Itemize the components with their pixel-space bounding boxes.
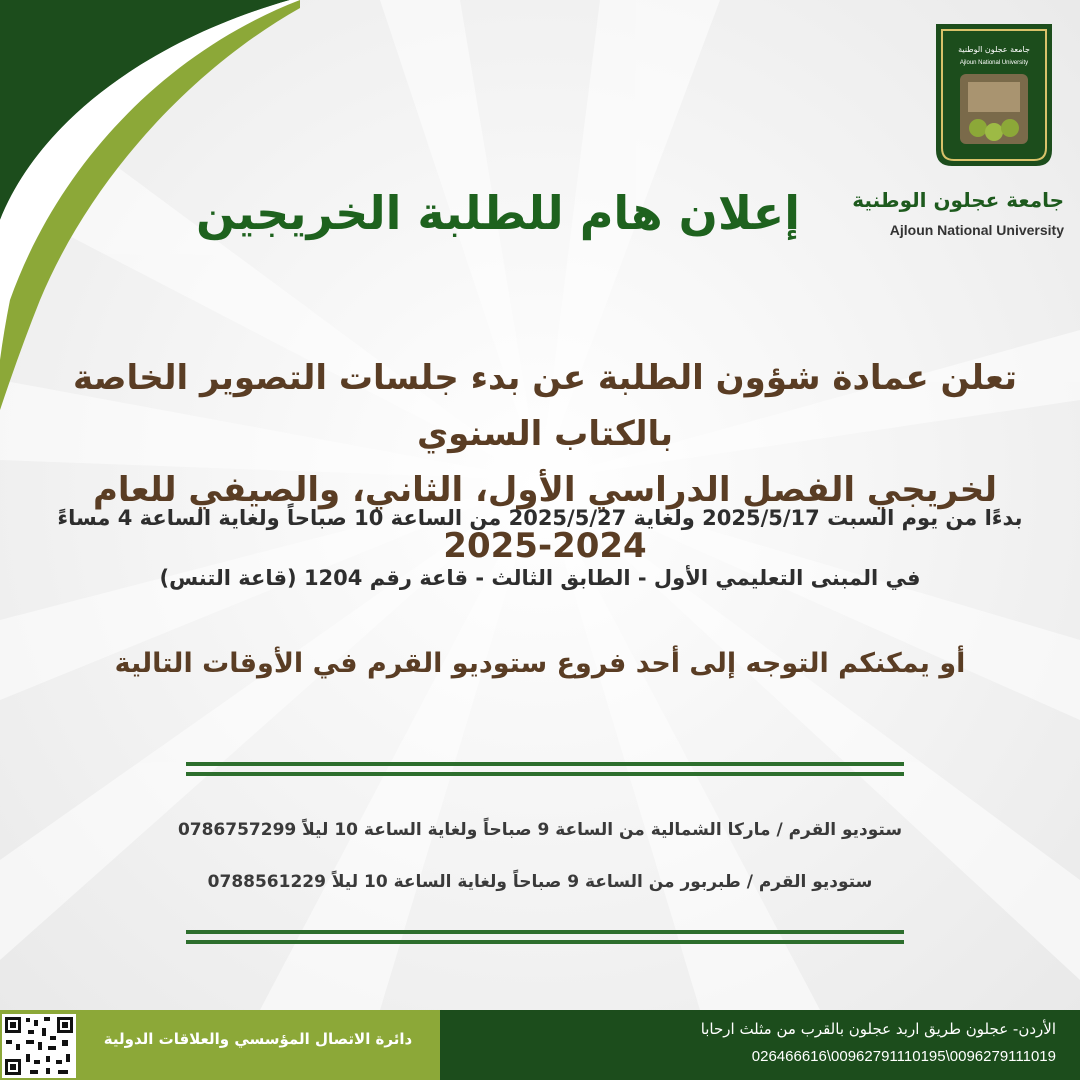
intro-line-1: تعلن عمادة شؤون الطلبة عن بدء جلسات التصوير الخاصة بالكتاب السنوي (73, 358, 1017, 454)
session-location: في المبنى التعليمي الأول - الطابق الثالث - قاعة رقم 1204 (قاعة التنس) (159, 566, 921, 590)
footer-address: الأردن- عجلون طريق اربد عجلون بالقرب من مثلث ارحابا (700, 1020, 1056, 1038)
divider-bottom (186, 928, 904, 948)
intro-line-2: لخريجي الفصل الدراسي الأول، الثاني، والصيفي للعام 2024-2025 (93, 470, 997, 566)
studio-branch-2: ستوديو القرم / طبربور من الساعة 9 صباحاً ولغاية الساعة 10 ليلاً 0788561229 (207, 872, 873, 892)
announcement-intro (60, 350, 1030, 574)
seal-text-ar: جامعة عجلون الوطنية (958, 45, 1030, 54)
session-period: بدءًا من يوم السبت 2025/5/17 ولغاية 2025/5/27 من الساعة 10 صباحاً ولغاية الساعة 4 مساءً (57, 506, 1023, 530)
footer-phone-numbers: 026466616\00962791110195\0096279111019 (751, 1048, 1056, 1065)
studio-alternative-note: أو يمكنكم التوجه إلى أحد فروع ستوديو القرم في الأوقات التالية (114, 648, 966, 679)
studio-branch-1: ستوديو القرم / ماركا الشمالية من الساعة 9 صباحاً ولغاية الساعة 10 ليلاً 0786757299 (177, 820, 903, 840)
university-name-arabic: جامعة عجلون الوطنية (852, 188, 1064, 212)
announcement-title: إعلان هام للطلبة الخريجين (195, 186, 800, 240)
divider-top (186, 760, 904, 780)
department-name: دائرة الاتصال المؤسسي والعلاقات الدولية (103, 1030, 413, 1048)
university-seal-logo (930, 20, 1058, 170)
qr-code-icon (2, 1014, 76, 1078)
university-name-english: Ajloun National University (889, 222, 1064, 238)
seal-text-en: Ajloun National University (959, 60, 1029, 66)
